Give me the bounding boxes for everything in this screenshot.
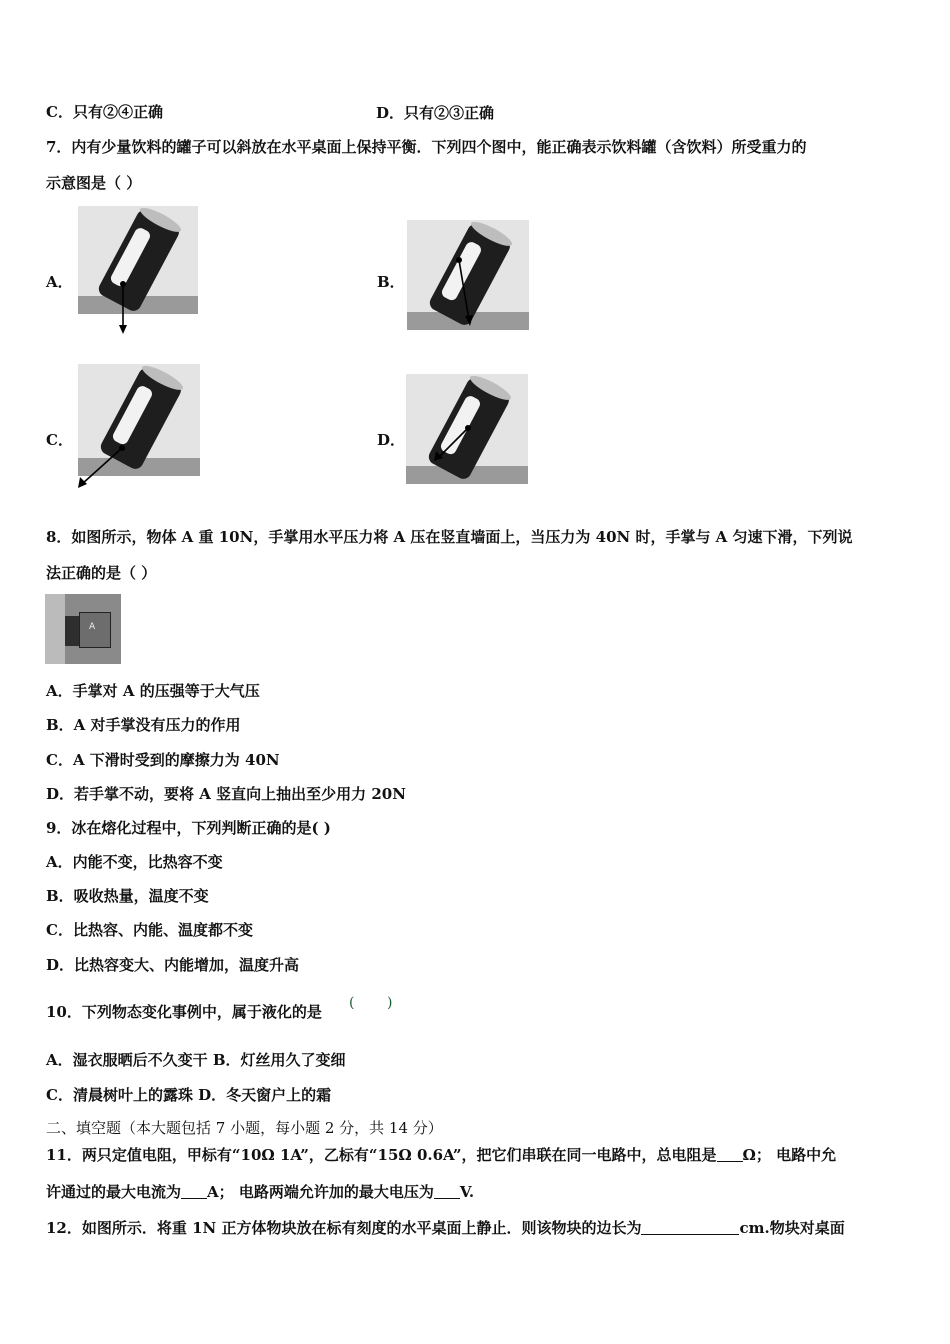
- q12-part2: cm.物块对桌面: [739, 1219, 845, 1237]
- can-figure-c: [76, 364, 200, 492]
- can-figure-b: [407, 220, 529, 332]
- q9-option-d: D．比热容变大、内能增加，温度升高: [46, 956, 300, 974]
- q9-stem: 9．冰在熔化过程中，下列判断正确的是( ): [46, 819, 331, 837]
- q11-blank-resistance[interactable]: [717, 1147, 743, 1162]
- q12-line1: [46, 1218, 845, 1238]
- q8-stem-line2: 法正确的是（ ）: [46, 564, 157, 582]
- q6-option-d: D．只有②③正确: [376, 104, 495, 122]
- q7-label-c: C．: [46, 431, 73, 449]
- can-figure-a: [78, 206, 200, 336]
- q12-blank-edge-length[interactable]: [641, 1220, 739, 1235]
- q9-option-b: B．吸收热量，温度不变: [46, 887, 209, 905]
- q11-part5: V.: [459, 1183, 475, 1201]
- q11-part2: Ω； 电路中允: [742, 1146, 837, 1164]
- q9-option-c: C．比热容、内能、温度都不变: [46, 921, 253, 939]
- q10-options-line2: C．清晨树叶上的露珠 D．冬天窗户上的霜: [46, 1086, 332, 1104]
- q10-paren-close: ): [387, 995, 393, 1011]
- q7-label-d: D．: [377, 431, 406, 449]
- q10-options-line1: A．湿衣服晒后不久变干 B．灯丝用久了变细: [46, 1051, 346, 1069]
- q7-label-a: A．: [46, 273, 73, 291]
- q8-option-d: D．若手掌不动，要将 A 竖直向上抽出至少用力 20N: [46, 785, 406, 803]
- q11-line2: [46, 1182, 474, 1202]
- q8-option-b: B．A 对手掌没有压力的作用: [46, 716, 241, 734]
- q11-blank-voltage[interactable]: [434, 1184, 460, 1199]
- q7-stem-line1: 7．内有少量饮料的罐子可以斜放在水平桌面上保持平衡．下列四个图中，能正确表示饮料罐（含饮料）所受重力的: [46, 138, 807, 156]
- can-figure-d: [406, 374, 528, 486]
- q6-option-c: C．只有②④正确: [46, 103, 163, 121]
- q8-option-c: C．A 下滑时受到的摩擦力为 40N: [46, 751, 280, 769]
- q8-stem-line1: 8．如图所示，物体 A 重 10N，手掌用水平压力将 A 压在竖直墙面上，当压力为 40N 时，手掌与 A 匀速下滑，下列说: [46, 528, 853, 546]
- q8-figure-label: A: [89, 622, 96, 632]
- q12-part1: 12．如图所示．将重 1N 正方体物块放在标有刻度的水平桌面上静止．则该物块的边长为: [46, 1219, 642, 1237]
- q11-line1: [46, 1145, 836, 1165]
- q10-paren-open: (: [349, 995, 355, 1011]
- q11-part4: A； 电路两端允许加的最大电压为: [207, 1183, 434, 1201]
- q11-part3: 许通过的最大电流为: [46, 1183, 182, 1201]
- q10-stem: 10．下列物态变化事例中，属于液化的是: [46, 1003, 322, 1021]
- q8-option-a: A．手掌对 A 的压强等于大气压: [46, 682, 260, 700]
- section2-title: 二、填空题（本大题包括 7 小题，每小题 2 分，共 14 分）: [46, 1119, 443, 1137]
- q11-blank-current[interactable]: [181, 1184, 207, 1199]
- q11-part1: 11．两只定值电阻，甲标有“10Ω 1A”，乙标有“15Ω 0.6A”，把它们串联在同一电路中，总电阻是: [46, 1146, 717, 1164]
- q7-stem-line2: 示意图是（ ）: [46, 174, 142, 192]
- q7-label-b: B．: [377, 273, 405, 291]
- q9-option-a: A．内能不变，比热容不变: [46, 853, 223, 871]
- q8-figure: [45, 594, 121, 664]
